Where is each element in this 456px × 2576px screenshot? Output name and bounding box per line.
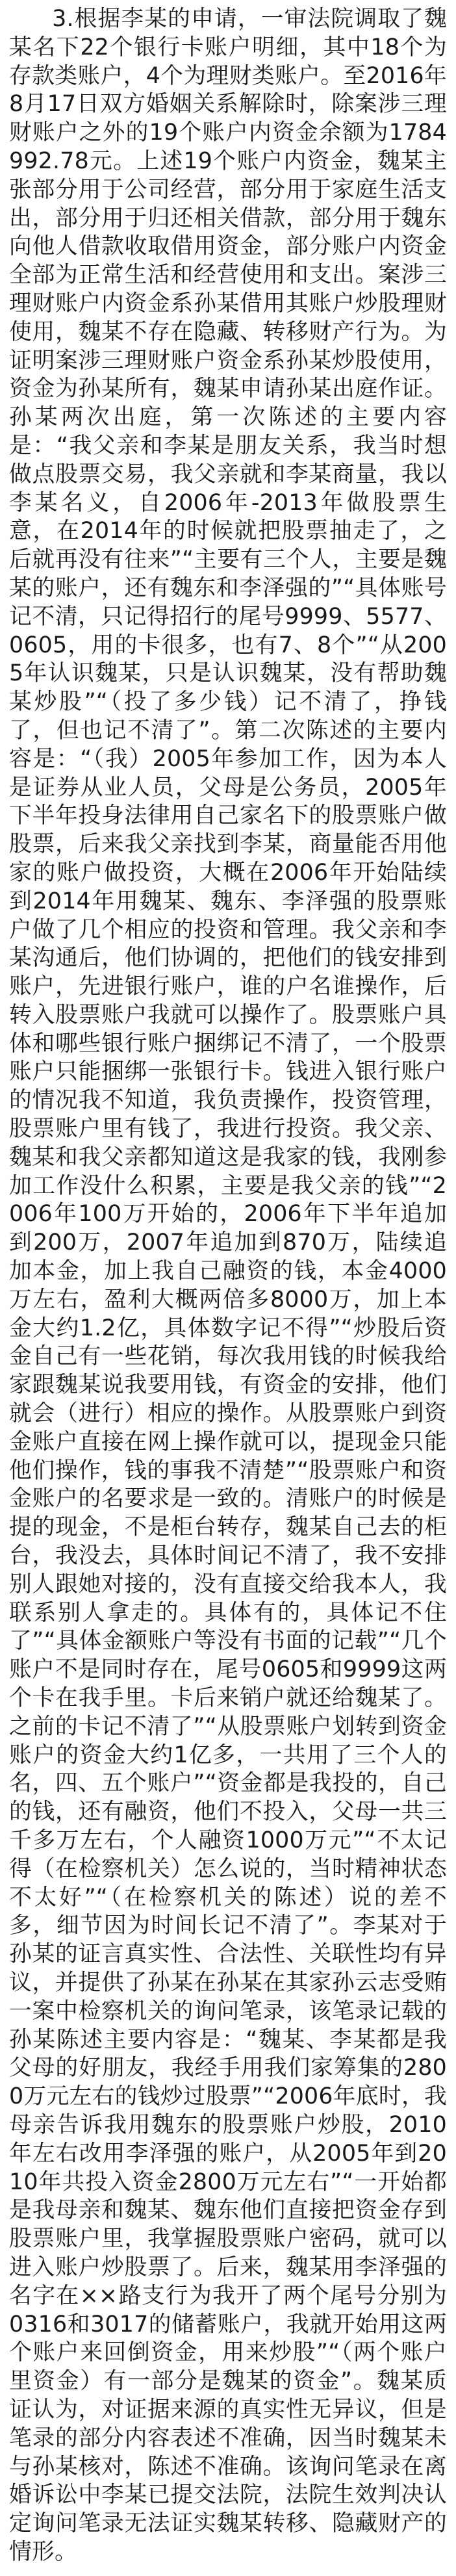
body-paragraph: 3.根据李某的申请，一审法院调取了魏某名下22个银行卡账户明细，其中18个为存款类账户，4个为理财类账户。至2016年8月17日双方婚姻关系解除时，除案涉三理财账户之外的19个账户内资金余额为1784992.78元。上述19个账户内资金，魏某主张部分用于公司经营，部分用于家庭生活支出，部分用于归还相关借款，部分用于魏东向他人借款收取借用资金，部分账户内资金全部为正常生活和经营使用和支出。案涉三理财账户内资金系孙某借用其账户炒股理财使用，魏某不存在隐藏、转移财产行为。为证明案涉三理财账户资金系孙某炒股使用，资金为孙某所有，魏某申请孙某出庭作证。孙某两次出庭，第一次陈述的主要内容是：“我父亲和李某是朋友关系，我当时想做点股票交易，我父亲就和李某商量，我以李某名义，自2006年-2013年做股票生意，在2014年的时候就把股票抽走了，之后就再没有往来”“主要有三个人，主要是魏某的账户，还有魏东和李泽强的”“具体账号记不清，只记得招行的尾号9999、5577、0605，用的卡很多，也有7、8个”“从2005年认识魏某，只是认识魏某，没有帮助魏某炒股”“（投了多少钱）记不清了，挣钱了，但也记不清了”。第二次陈述的主要内容是：“（我）2005年参加工作，因为本人是证券从业人员，父母是公务员，2005年下半年投身法律用自己家名下的股票账户做股票，后来我父亲找到李某，商量能否用他家的账户做投资，大概在2006年开始陆续到2014年用魏某、魏东、李泽强的股票账户做了几个相应的投资和管理。我父亲和李某沟通后，他们协调的，把他们的钱安排到账户，先进银行账户，谁的户名谁操作，后转入股票账户我就可以操作了。股票账户具体和哪些银行账户捆绑记不清了，一个股票账户只能捆绑一张银行卡。钱进入银行账户的情况我不知道，我负责操作，投资管理，股票账户里有钱了，我进行投资。我父亲、魏某和我父亲都知道这是我家的钱，我刚参加工作没什么积累，主要是我父亲的钱”“2006年100万开始的，2006年下半年追加到200万，2007年追加到870万，陆续追加本金，加上我自己融资的钱，本金4000万左右，盈利大概两倍多8000万，加上本金大约1.2亿，具体数字记不得”“炒股后资金自己有一些花销，每次我用钱的时候我给家跟魏某说我要用钱，有资金的安排，他们就会（进行）相应的操作。从股票账户到资金账户直接在网上操作就可以，提现金只能他们操作，钱的事我不清楚”“股票账户和资金账户的名要求是一致的。清账户的时候是提的现金，不是柜台转存，魏某自己去的柜台，我没去，具体时间记不清了，我不安排别人跟她对接的，没有直接交给我本人，我联系别人拿走的。具体有的，具体记不住了”“具体金额账户等没有书面的记载”“几个账户不是同时存在，尾号0605和9999这两个卡在我手里。卡后来销户就还给魏某了。之前的卡记不清了”“从股票账户划转到资金账户的资金大约1亿多，一共用了三个人的名，四、五个账户”“资金都是我投的，自己的钱，还有融资，他们不投入，父母一共三千多万左右，个人融资1000万元”“不太记得（在检察机关）怎么说的，当时精神状态不太好”“（在检察机关的陈述）说的差不多，细节因为时间长记不清了”。李某对于孙某的证言真实性、合法性、关联性均有异议，并提供了孙某在孙某在其家孙云志受贿一案中检察机关的询问笔录，该笔录记载的孙某陈述主要内容是：“魏某、李某都是我父母的好朋友，我经手用我们家筹集的2800万元左右的钱炒过股票”“2006年底时，我母亲告诉我用魏东的股票账户炒股，2010年左右改用李泽强的账户，从2005年到2010年共投入资金2800万元左右”“一开始都是我母亲和魏某、魏东他们直接把资金存到股票账户里，我掌握股票账户密码，就可以进入账户炒股票了。后来，魏某用李泽强的名字在××路支行为我开了两个尾号分别为0316和3017的储蓄账户，我就开始用这两个账户来回倒资金，用来炒股”“（两个账户里资金）有一部分是魏某的资金”。魏某质证认为，对证据来源的真实性无异议，但是笔录的部分内容表述不准确，因当时魏某未与孙某核对，陈述不准确。该询问笔录在离婚诉讼中李某已提交法院，法院生效判决认定询问笔录无法证实魏某转移、隐藏财产的情形。: [9, 6, 447, 2565]
